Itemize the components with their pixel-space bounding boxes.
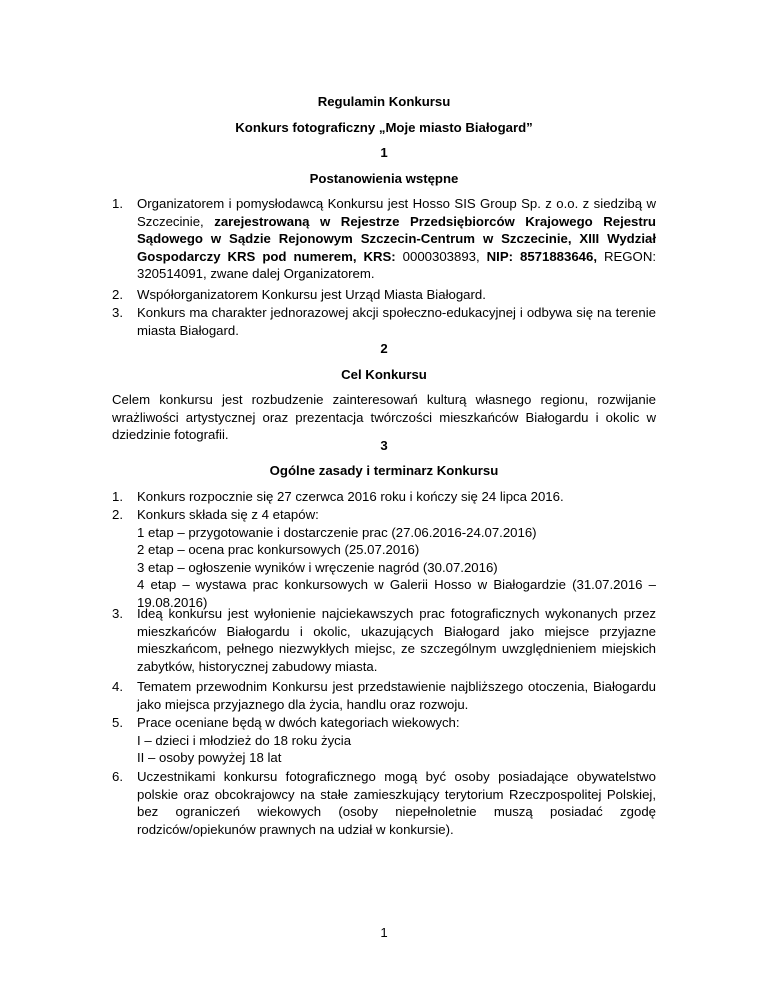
list-number: 1. — [112, 489, 123, 504]
list-item-text: Prace oceniane będą w dwóch kategoriach wiekowych: — [137, 715, 460, 730]
paragraph: Celem konkursu jest rozbudzenie zainteresowań kulturą własnego regionu, rozwijanie wrażliwości artystycznej oraz prezentacja twórczości mieszkańców Białogardu i okolic w dziedzinie fotografii. — [112, 392, 656, 442]
list-number: 2. — [112, 507, 123, 522]
list-item: Konkurs rozpocznie się 27 czerwca 2016 roku i kończy się 24 lipca 2016. — [137, 489, 564, 504]
section-heading: Postanowienia wstępne — [309, 171, 459, 186]
list-number: 4. — [112, 679, 123, 694]
section-heading: Ogólne zasady i terminarz Konkursu — [269, 463, 499, 478]
list-item-bold-text: NIP: 8571883646, — [486, 248, 598, 264]
list-number: 5. — [112, 715, 123, 730]
section-number: 3 — [380, 438, 388, 453]
section-number: 2 — [380, 341, 388, 356]
list-number: 3. — [112, 305, 123, 320]
stage-line: 4 etap – wystawa prac konkursowych w Galerii Hosso w Białogardzie (31.07.2016 – 19.08.2016) — [137, 577, 656, 610]
section-heading: Cel Konkursu — [341, 367, 427, 382]
list-item-text: 0000303893, — [395, 248, 487, 264]
stage-line: 2 etap – ocena prac konkursowych (25.07.2016) — [137, 542, 420, 557]
list-number: 1. — [112, 196, 123, 211]
list-item: Ideą konkursu jest wyłonienie najciekawszych prac fotograficznych wykonanych przez mieszkańców Białogardu i okolic, ukazujących Białogard jako miejsce przyjazne mieszkańcom, pełnego niezwykłych miejsc, ze szczególnym uwzględnieniem miejskich zabytków, historycznej zabudowy miasta. — [137, 606, 656, 674]
stage-line: 1 etap – przygotowanie i dostarczenie prac (27.06.2016-24.07.2016) — [137, 524, 537, 540]
list-item-text: Konkurs składa się z 4 etapów: — [137, 507, 319, 522]
list-item: Tematem przewodnim Konkursu jest przedstawienie najbliższego otoczenia, Białogardu jako miejsca przyjaznego dla życia, handlu oraz rozwoju. — [137, 679, 656, 712]
list-item: Uczestnikami konkursu fotograficznego mogą być osoby posiadające obywatelstwo polskie oraz obcokrajowcy na stałe zamieszkujący terytorium Rzeczpospolitej Polskiej, bez ograniczeń wiekowych (osoby niepełnoletnie muszą posiadać zgodę rodziców/opiekunów prawnych na udział w konkursie). — [137, 769, 656, 837]
stage-line: 3 etap – ogłoszenie wyników i wręczenie nagród (30.07.2016) — [137, 559, 498, 575]
list-item: Współorganizatorem Konkursu jest Urząd Miasta Białogard. — [137, 287, 486, 302]
list-item-text: REGON: 320514091, zwane dalej Organizatorem. — [137, 248, 657, 281]
page-number: 1 — [380, 925, 388, 940]
document-subtitle: Konkurs fotograficzny „Moje miasto Białogard” — [235, 120, 533, 135]
list-item-bold-text: zarejestrowaną w Rejestrze Przedsiębiorców Krajowego Rejestru Sądowego w Sądzie Rejonowym Szczecin-Centrum w Szczecinie, XIII Wydział Gospodarczy KRS pod numerem, KRS: — [137, 213, 656, 264]
list-item-text: Organizatorem i pomysłodawcą Konkursu jest Hosso SIS Group Sp. z o.o. z siedzibą w Szczecinie, — [137, 196, 656, 229]
category-line: I – dzieci i młodzież do 18 roku życia — [137, 732, 352, 748]
list-item — [137, 506, 656, 611]
document-title: Regulamin Konkursu — [317, 94, 451, 109]
section-number: 1 — [380, 145, 388, 160]
category-line: II – osoby powyżej 18 lat — [137, 750, 282, 765]
list-number: 6. — [112, 769, 123, 784]
list-item — [137, 195, 656, 283]
list-item — [137, 714, 656, 767]
list-number: 2. — [112, 287, 123, 302]
list-number: 3. — [112, 606, 123, 621]
list-item: Konkurs ma charakter jednorazowej akcji społeczno-edukacyjnej i odbywa się na terenie miasta Białogard. — [137, 305, 656, 338]
